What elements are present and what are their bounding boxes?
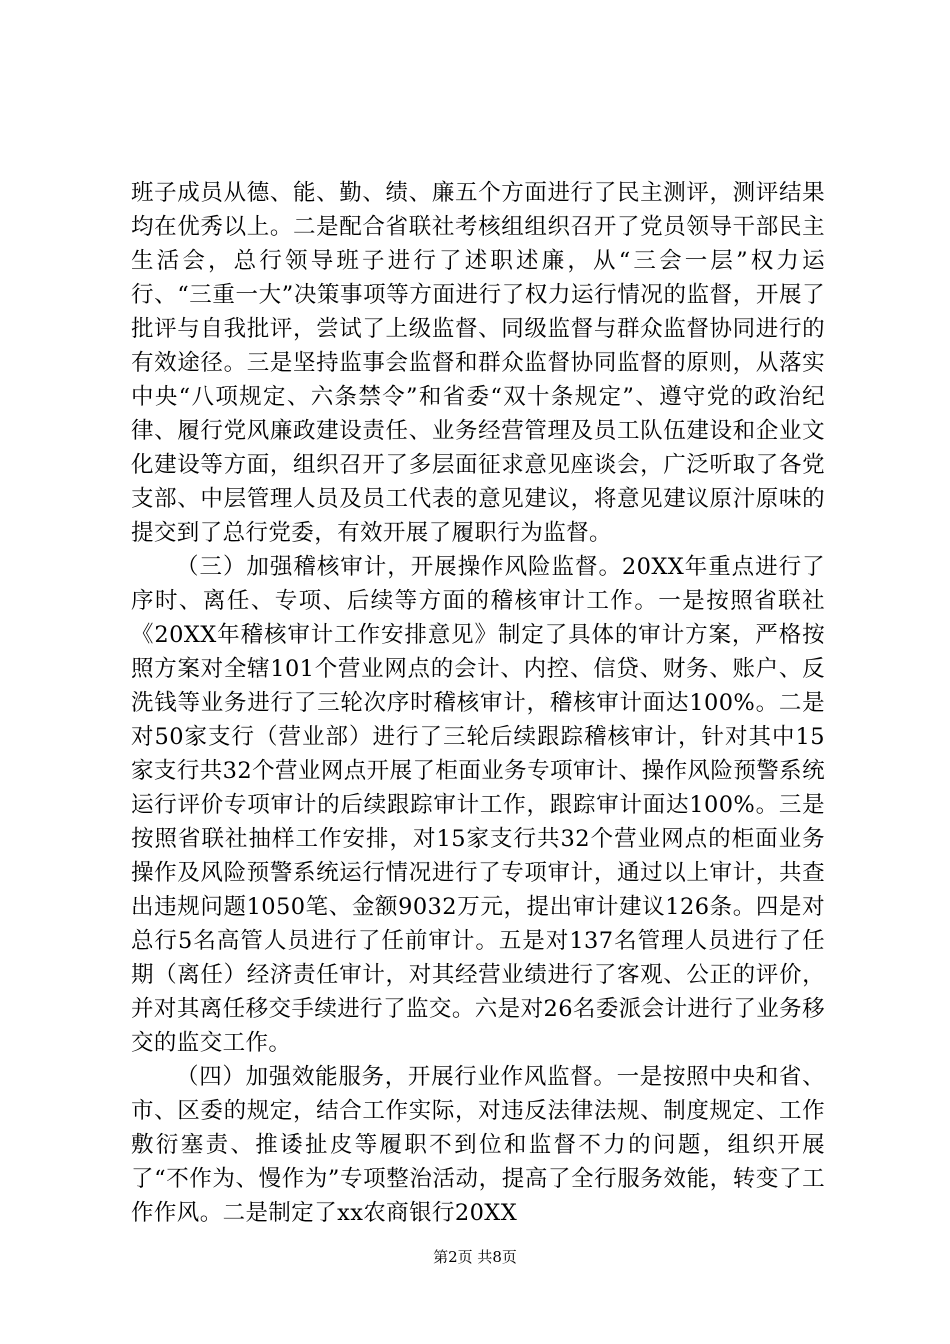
page-footer	[0, 1247, 950, 1267]
document-body	[131, 176, 825, 1230]
paragraph-continued: 班子成员从德、能、勤、绩、廉五个方面进行了民主测评，测评结果均在优秀以上。二是配合省联社考核组组织召开了党员领导干部民主生活会，总行领导班子进行了述职述廉，从“三会一层”权力运行、“三重一大”决策事项等方面进行了权力运行情况的监督，开展了批评与自我批评，尝试了上级监督、同级监督与群众监督协同进行的有效途径。三是坚持监事会监督和群众监督协同监督的原则，从落实中央“八项规定、六条禁令”和省委“双十条规定”、遵守党的政治纪律、履行党风廉政建设责任、业务经营管理及员工队伍建设和企业文化建设等方面，组织召开了多层面征求意见座谈会，广泛听取了各党支部、中层管理人员及员工代表的意见建议，将意见建议原汁原味的提交到了总行党委，有效开展了履职行为监督。	[131, 180, 825, 546]
paragraph-section-3: （三）加强稽核审计，开展操作风险监督。20XX年重点进行了序时、离任、专项、后续等方面的稽核审计工作。一是按照省联社《20XX年稽核审计工作安排意见》制定了具体的审计方案，严格按照方案对全辖101个营业网点的会计、内控、信贷、财务、账户、反洗钱等业务进行了三轮次序时稽核审计，稽核审计面达100%。二是对50家支行（营业部）进行了三轮后续跟踪稽核审计，针对其中15家支行共32个营业网点开展了柜面业务专项审计、操作风险预警系统运行评价专项审计的后续跟踪审计工作，跟踪审计面达100%。三是按照省联社抽样工作安排，对15家支行共32个营业网点的柜面业务操作及风险预警系统运行情况进行了专项审计，通过以上审计，共查出违规问题1050笔、金额9032万元，提出审计建议126条。四是对总行5名高管人员进行了任前审计。五是对137名管理人员进行了任期（离任）经济责任审计，对其经营业绩进行了客观、公正的评价，并对其离任移交手续进行了监交。六是对26名委派会计进行了业务移交的监交工作。	[131, 554, 825, 1056]
page-number: 第2页 共8页	[433, 1248, 517, 1266]
paragraph-section-4: （四）加强效能服务，开展行业作风监督。一是按照中央和省、市、区委的规定，结合工作实际，对违反法律法规、制度规定、工作敷衍塞责、推诿扯皮等履职不到位和监督不力的问题，组织开展了“不作为、慢作为”专项整治活动，提高了全行服务效能，转变了工作作风。二是制定了xx农商银行20XX	[131, 1064, 825, 1226]
